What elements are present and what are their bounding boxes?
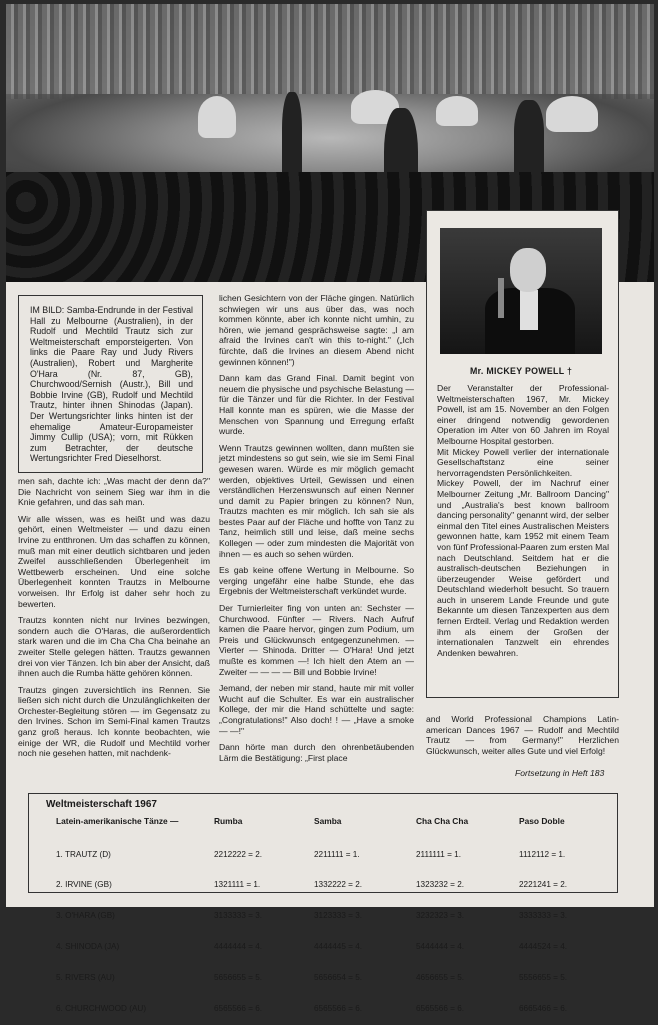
audience-upper	[6, 4, 654, 99]
table-cell: 5656654 = 5.	[314, 973, 363, 983]
dancer-gown	[546, 96, 598, 132]
article-paragraph: Trautzs gingen zuversichtlich ins Rennen. Sie ließen sich nicht durch die Unzulänglichkeiten der Orchester-Begleitung stören — im Gegensatz zu den Irvines. Schon im Semi-Final kamen Trautzs ganz groß heraus. Ich konnte beobachten, wie einige der WR, die Rudolf und Mechtild vorher noch nie gesehen hatten, mit nachdenk-	[18, 684, 210, 759]
article-column-3	[426, 714, 619, 762]
table-cell: 6665466 = 6.	[519, 1004, 568, 1014]
table-header: Rumba	[214, 816, 243, 826]
table-header: Latein-amerikanische Tänze —	[56, 816, 179, 826]
table-cell: 2. IRVINE (GB)	[56, 880, 112, 890]
obituary-paragraph: Der Veranstalter der Professional-Weltmeisterschaften 1967, Mr. Mickey Powell, ist am 15. November an den Folgen einer dringend notwendig gewordenen Operation im Alter von 60 Jahren im Royal Melbourne Hospital gestorben.	[437, 383, 609, 446]
caption-box	[18, 295, 203, 473]
obituary-name: Mr. MICKEY POWELL †	[470, 366, 573, 376]
table-cell: 2221241 = 2.	[519, 880, 568, 890]
article-paragraph: Es gab keine offene Wertung in Melbourne. So verging ungefähr eine halbe Stunde, ehe das Ergebnis der Weltmeisterschaft verkündet wurde.	[219, 565, 414, 597]
article-paragraph: Dann hörte man durch den ohrenbetäubenden Lärm die Bestätigung: „First place	[219, 742, 414, 763]
table-cell: 3232323 = 3.	[416, 911, 465, 921]
rumba-column	[214, 829, 262, 1025]
article-paragraph: and World Professional Champions Latin-american Dances 1967 — Rudolf and Mechtild Trautz — from Germany!" Herzlichen Glückwunsch, weiter alles Gute und viel Erfolg!	[426, 714, 619, 756]
table-cell: 3123333 = 3.	[314, 911, 363, 921]
table-header: Paso Doble	[519, 816, 565, 826]
article-paragraph: Der Turnierleiter fing von unten an: Sechster — Churchwood. Fünfter — Rivers. Nach Aufruf kamen die Paare hervor, gingen zum Podium, um Preis und Glückwunsch entgegenzunehmen. — Vierter — Shinoda. Dritter — O'Hara! Und jetzt mußte es kommen —! Ich hielt den Atem an — Zweiter — — — — Bill und Bobbie Irvine!	[219, 603, 414, 677]
table-cell: 1323232 = 2.	[416, 880, 465, 890]
pasodoble-column	[519, 829, 567, 1025]
table-cell: 2111111 = 1.	[416, 849, 461, 859]
microphone-icon	[498, 278, 504, 318]
table-cell: 4444524 = 4.	[519, 942, 568, 952]
table-header: Cha Cha Cha	[416, 816, 469, 826]
table-cell: 4444444 = 4.	[214, 942, 263, 952]
results-title: Weltmeisterschaft 1967	[46, 799, 157, 810]
table-cell: 1112112 = 1.	[519, 849, 566, 859]
table-cell: 1332222 = 2.	[314, 880, 363, 890]
table-cell: 2212222 = 2.	[214, 849, 263, 859]
table-cell: 4. SHINODA (JA)	[56, 942, 120, 952]
samba-column	[314, 829, 362, 1025]
table-cell: 6. CHURCHWOOD (AU)	[56, 1004, 147, 1014]
article-paragraph: men sah, dachte ich: „Was macht der denn da?" Die Nachricht von seinem Sieg war ihm in die Knie gefahren, und das sah man.	[18, 476, 210, 508]
photo-caption: IM BILD: Samba-Endrunde in der Festival Hall zu Melbourne (Australien), in der Rudolf und Mechtild Trautz sich zur Weltmeisterschaft emporsteigerten. Von links die Paare Ray und Judy Rivers (Australien), Robert und Margherite O'Hara (Nr. 87, GB), Churchwood/Sernish (Austr.), Bill und Bobbie Irvine (GB), Rudolf und Mechtild Trautz, hinter ihnen Shinodas (Japan). Der Wertungsrichter links hinten ist der ehemalige Amateur-Europameister Jimmy Cullip (USA); vorn, mit Rükken zum Betrachter, der deutsche Wertungsrichter Fred Dieselhorst.	[30, 305, 193, 464]
table-cell: 4656655 = 5.	[416, 973, 465, 983]
continuation-note: Fortsetzung in Heft 183	[515, 768, 605, 778]
table-cell: 3333333 = 3.	[519, 911, 568, 921]
portrait-shirt	[520, 290, 538, 330]
portrait-photo	[440, 228, 602, 354]
table-cell: 3. O'HARA (GB)	[56, 911, 115, 921]
chachacha-column	[416, 829, 464, 1025]
dancer-gown	[198, 96, 236, 138]
table-cell: 1321111 = 1.	[214, 880, 261, 890]
table-cell: 4444445 = 4.	[314, 942, 363, 952]
article-column-1	[18, 476, 210, 765]
dancer-gown	[436, 96, 478, 126]
table-cell: 6565566 = 6.	[314, 1004, 363, 1014]
obituary-paragraph: Mickey Powell, der im Nachruf einer Melbourner Zeitung „Mr. Ballroom Dancing" und „Australia's best known ballroom dancing personality" genannt wird, der selber einmal den Titel eines Australischen Meisters gewonnen hatte, kam 1952 mit einem Team von fünf Professional-Paaren zum ersten Mal nach Deutschland. Seitdem hat er die australisch-deutschen Beziehungen in überzeugender Weise gefördert und Deutschland wiederholt besucht. So trauern auch in unserem Lande Freunde und gute Bekannte um diesen Tanzexperten aus dem fernen Erdteil. Verlag und Redaktion werden ihm als einem der Großen der internationalen Tanzwelt ein ehrendes Andenken bewahren.	[437, 478, 609, 658]
article-column-2	[219, 293, 414, 769]
article-paragraph: lichen Gesichtern von der Fläche gingen. Natürlich schwiegen wir uns aus über das, was noch kommen könnte, aber ich konnte nicht umhin, zu hören, wie jemand gesprächsweise sagte: „I am afraid the Irvines can't win this to-night." („Ich fürchte, daß die Irvines an diesem Abend nicht gewinnen können!")	[219, 293, 414, 367]
obituary-paragraph: Mit Mickey Powell verlier der internationale Gesellschaftstanz eine seiner hervorragendsten Persönlichkeiten.	[437, 446, 609, 478]
article-paragraph: Wir alle wissen, was es heißt und was dazu gehört, einen Weltmeister — und dazu einen Irvine zu entthronen. Um das schaffen zu können, muß man mit einer deutlich sichtbaren und jeden Zweifel ausschließenden Überlegenheit im Wettbewerb erscheinen. Und eine solche Überlegenheit konnten Trautzs in Melbourne vorweisen. Ihr Erfolg ist daher sehr hoch zu bewerten.	[18, 513, 210, 609]
article-paragraph: Wenn Trautzs gewinnen wollten, dann mußten sie jetzt mindestens so gut sein, wie sie im Semi Final gewesen waren. Würde es mir möglich gemacht werden, objektives Urteil, Gewissen und einen verständlichen Herzenswunsch auf einen Nenner und damit zu Papier bringen zu können? Nun, Trautzs machten es mir möglich. Ich sah sie als bestes Paar auf der Fläche und hoffte von Tanz zu Tanz, heimlich still und leise, daß meine sechs Kollegen — oder zum mindesten die Majorität von ihnen — es auch so sehen würden.	[219, 442, 414, 559]
table-cell: 5656655 = 5.	[214, 973, 263, 983]
table-cell: 5444444 = 4.	[416, 942, 465, 952]
dancer	[514, 100, 544, 180]
portrait-head	[510, 248, 546, 292]
dancer	[282, 92, 302, 182]
table-cell: 3133333 = 3.	[214, 911, 263, 921]
table-header: Samba	[314, 816, 342, 826]
table-cell: 2211111 = 1.	[314, 849, 360, 859]
table-cell: 5556655 = 5.	[519, 973, 568, 983]
article-paragraph: Jemand, der neben mir stand, haute mir mit voller Wucht auf die Schulter. Es war ein australischer Kollege, der mir die Hand schüttelte und sagte: „Congratulations!" Also doch! ! — „Have a smoke — —!"	[219, 683, 414, 736]
obituary-text	[437, 383, 609, 664]
table-cell: 1. TRAUTZ (D)	[56, 849, 111, 859]
table-cell: 5. RIVERS (AU)	[56, 973, 115, 983]
couples-column	[56, 829, 146, 1025]
table-cell: 6565566 = 6.	[214, 1004, 263, 1014]
article-paragraph: Trautzs konnten nicht nur Irvines bezwingen, sondern auch die O'Haras, die außerordentlich stark waren und die im Cha Cha Cha beinahe an zweiter Stelle gelegen hätten. Trautzs gewannen drei von vier Tänzen. Ich bin aber der Ansicht, daß ihnen auch die Rumba hätte gehören können.	[18, 615, 210, 679]
table-cell: 6565566 = 6.	[416, 1004, 465, 1014]
article-paragraph: Dann kam das Grand Final. Damit begint von neuem die physische und psychische Belastung — für die Tänzer und für die Richter. In der Festival Hall konnte man es spüren, wie die Masse der Menschen von Spannung und Erregung erfaßt wurde.	[219, 373, 414, 437]
